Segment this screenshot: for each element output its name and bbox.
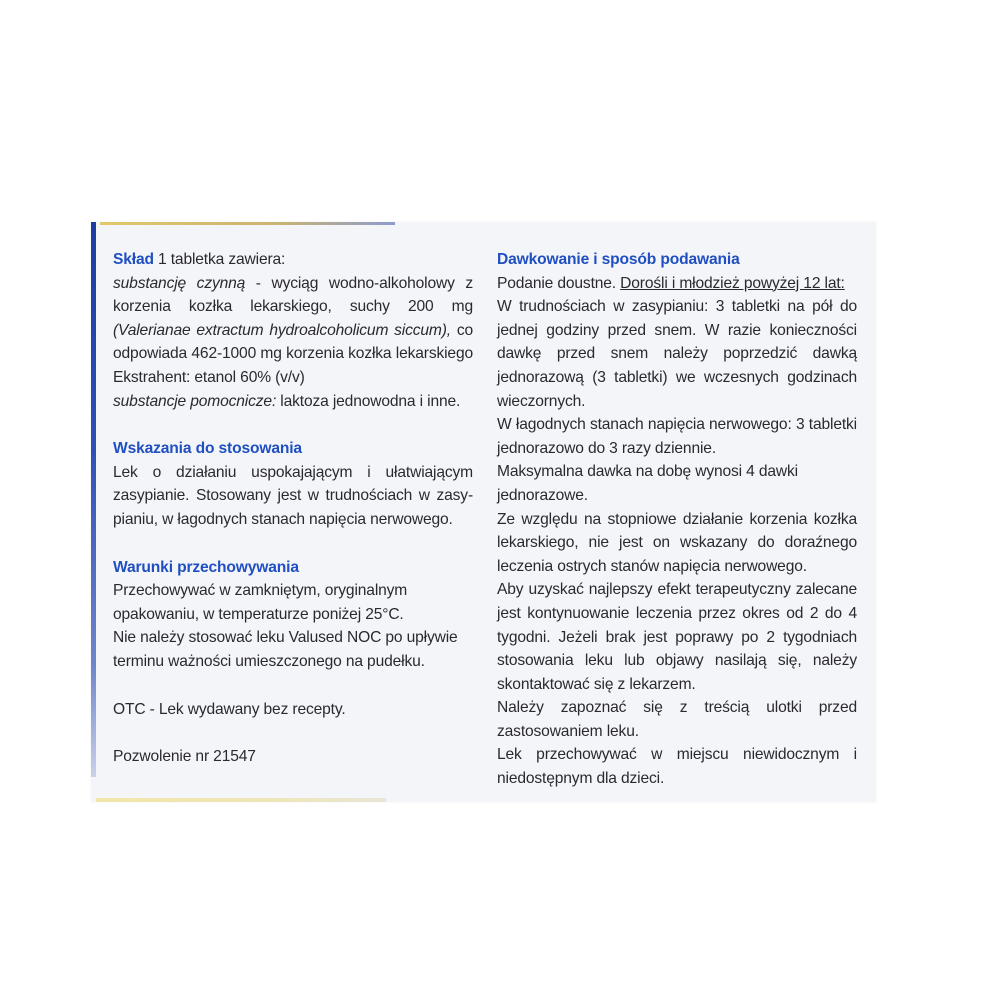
equiv-text: co odpowiada 462-1000 mg korzenia kozłka lekarskiego Ekstrahent: etanol 60% (v/v) xyxy=(113,321,474,386)
active-label: substancję czynną xyxy=(113,274,246,292)
sklad-active xyxy=(113,272,473,390)
dawkowanie-p1: W trudnościach w zasypianiu: 3 tabletki na pół do jednej godziny przed snem. W razie konieczności dawkę przed snem należy poprzedzić dawką jednorazową (3 tabletki) we wczesnych godzinach wieczornych. xyxy=(497,298,857,410)
excipients-label: substancje pomocnicze: xyxy=(113,392,277,410)
dawkowanie-heading: Dawkowanie i sposób podawania xyxy=(497,251,740,268)
grupa-text: Dorośli i młodzież powyżej 12 lat: xyxy=(620,274,845,292)
dawkowanie-p7: Lek przechowywać w miejscu niewidocznym i niedostępnym dla dzieci. xyxy=(497,746,857,788)
active-text: - wyciąg wodno-alkoholowy z korzenia kozłka lekarskiego, suchy 200 mg xyxy=(113,274,473,316)
dawkowanie-p3: Maksymalna dawka na dobę wynosi 4 dawki jednorazowe. xyxy=(497,463,798,504)
sklad-heading: Skład xyxy=(113,251,154,268)
dawkowanie-p4: Ze względu na stopniowe działanie korzenia kozłka lekarskiego, nie jest on wskazany do doraźnego leczenia ostrych stanów napięcia nerwowego. xyxy=(497,510,857,575)
wskazania-heading: Wskazania do stosowania xyxy=(113,440,302,458)
warunki-line1: Przechowywać w zamkniętym, oryginalnym opakowaniu, w temperaturze poniżej 25°C. xyxy=(113,582,408,623)
dawkowanie-p6: Należy zapoznać się z treścią ulotki przed zastosowaniem leku. xyxy=(497,699,857,740)
podanie-text: Podanie doustne. xyxy=(497,274,621,292)
dawkowanie-p5: Aby uzyskać najlepszy efekt terapeutyczny zalecane jest kontynuowanie leczenia przez okres od 2 do 4 tygodni. Jeżeli brak jest poprawy po 2 tygodniach stosowania leku lub objawy nasilają się, należy skontaktować się z lekarzem. xyxy=(497,581,857,693)
otc-text: OTC - Lek wydawany bez recepty. xyxy=(113,700,346,718)
sklad-intro: 1 tabletka zawiera: xyxy=(153,251,286,268)
excipients-text: laktoza jednowodna i inne. xyxy=(276,392,461,410)
warunki-heading: Warunki przechowywania xyxy=(113,558,299,576)
right-column xyxy=(497,248,857,791)
dawkowanie-intro xyxy=(497,272,857,296)
sklad-section xyxy=(113,248,473,272)
latin-name: (Valerianae extractum hydroalcoholicum siccum), xyxy=(113,321,451,339)
dawkowanie-p2: W łagodnych stanach napięcia nerwowego: 3 tabletki jednorazowo do 3 razy dziennie. xyxy=(497,416,857,457)
sklad-excipients xyxy=(113,390,473,414)
wskazania-text: Lek o działaniu uspokajającym i ułatwiającym zasypianie. Stosowany jest w trudnościach w zasy-pianiu, w łagodnych stanach napięcia nerwowego. xyxy=(113,463,473,528)
warunki-line2: Nie należy stosować leku Valused NOC po upływie terminu ważności umieszczonego na pudełku. xyxy=(113,629,458,670)
pozwolenie-text: Pozwolenie nr 21547 xyxy=(113,748,256,766)
package-left-edge xyxy=(91,222,96,777)
package-bottom-edge xyxy=(96,798,386,802)
left-column xyxy=(113,248,473,769)
package-top-edge xyxy=(100,222,395,225)
